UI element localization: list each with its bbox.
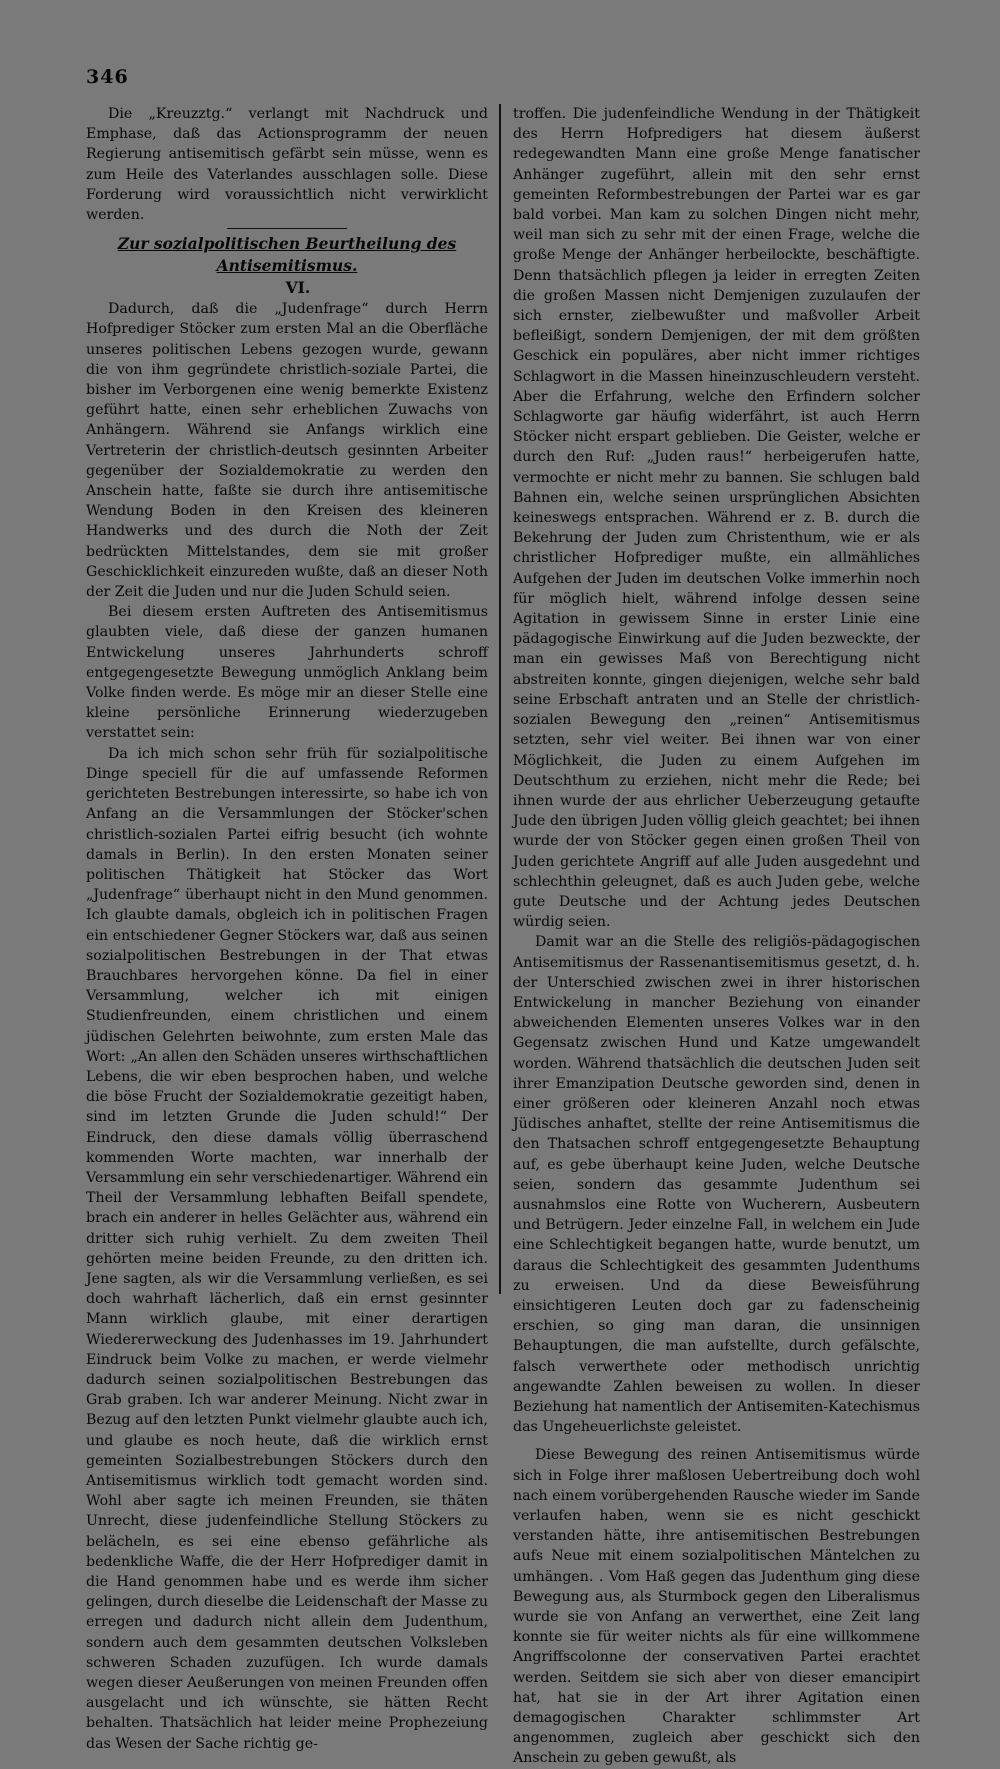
column-divider	[499, 104, 501, 1294]
left-column	[86, 104, 488, 1752]
section-divider	[227, 228, 347, 229]
paragraph: troffen. Die judenfeindliche Wendung in der Thätigkeit des Herrn Hofpredigers hat diesem äußerst redegewandten Mann eine große Menge fanatischer Anhänger zugeführt, allein mit den sehr ernst gemeinten Reformbestrebungen der Partei war es gar bald vorbei. Man kam zu solchen Dingen nicht mehr, weil man sich zu sehr mit der einen Frage, welche die große Menge der Anhänger herbeilockte, beschäftigte. Denn thatsächlich pflegen ja leider in erregten Zeiten die großen Massen nicht Demjenigen zuzulaufen der sich ernster, zielbewußter und maßvoller Arbeit befleißigt, sondern Demjenigen, der mit dem größten Geschick ein populäres, aber nicht immer richtiges Schlagwort in die Massen hineinzuschleudern versteht. Aber die Erfahrung, welche den Erfindern solcher Schlagworte gar häufig widerfährt, ist auch Herrn Stöcker nicht erspart geblieben. Die Geister, welche er durch den Ruf: „Juden raus!“ herbeigerufen hatte, vermochte er nicht mehr zu bannen. Sie schlugen bald Bahnen ein, welche seinen ursprünglichen Absichten keineswegs entsprachen. Während er z. B. durch die Bekehrung der Juden zum Christenthum, wie er als christlicher Hofprediger mußte, ein allmähliches Aufgehen der Juden im deutschen Volke immerhin noch für möglich hielt, während infolge dessen seine Agitation in gewissem Sinne in erster Linie eine pädagogische Einwirkung auf die Juden bezweckte, der man ein gewisses Maß von Berechtigung nicht abstreiten konnte, gingen diejenigen, welche sehr bald seine Erbschaft antraten und an Stelle der christlich-sozialen Bewegung den „reinen“ Antisemitismus setzten, sehr viel weiter. Bei ihnen war von einer Möglichkeit, die Juden zu einem Aufgehen im Deutschthum zu erziehen, nicht mehr die Rede; bei ihnen wurde der aus ehrlicher Ueberzeugung getaufte Jude den übrigen Juden völlig gleich geachtet; bei ihnen wurde der von Stöcker gegen einen großen Theil von Juden gerichtete Angriff auf alle Juden ausgedehnt und schlechthin geleugnet, daß es auch Juden gebe, welche gute Deutsche und der Achtung jedes Deutschen würdig seien.	[513, 106, 920, 931]
paragraph: Dadurch, daß die „Judenfrage“ durch Herrn Hofprediger Stöcker zum ersten Mal an die Oberfläche unseres politischen Lebens gezogen wurde, gewann die von ihm gegründete christlich-soziale Partei, die bisher im Verborgenen eine wenig bemerkte Existenz geführt hatte, einen sehr erheblichen Zuwachs von Anhängern. Während sie Anfangs wirklich eine Vertreterin der christlich-deutsch gesinnten Arbeiter gegenüber der Sozialdemokratie zu werden den Anschein hatte, faßte sie durch ihre antisemitische Wendung Boden in den Kreisen des kleineren Handwerks und des durch die Noth der Zeit bedrückten Mittelstandes, dem sie mit großer Geschicklichkeit einzureden wußte, daß an dieser Noth der Zeit die Juden und nur die Juden Schuld seien.	[86, 301, 488, 601]
paragraph: Bei diesem ersten Auftreten des Antisemitismus glaubten viele, daß diese der ganzen humanen Entwickelung unseres Jahrhunderts schroff entgegengesetzte Bewegung unmöglich Anklang beim Volke finden werde. Es möge mir an dieser Stelle eine kleine persönliche Erinnerung wiederzugeben verstattet sein:	[86, 604, 488, 742]
page-number: 346	[86, 66, 129, 88]
paragraph-gap	[513, 1437, 920, 1445]
paragraph: Da ich mich schon sehr früh für sozialpolitische Dinge speciell für die auf umfassende Reformen gerichteten Bestrebungen interessirte, so habe ich von Anfang an die Versammlungen der Stöcker'schen christlich-sozialen Partei eifrig besucht (ich wohnte damals in Berlin). In den ersten Monaten seiner politischen Thätigkeit hat Stöcker das Wort „Judenfrage“ überhaupt nicht in den Mund genommen. Ich glaubte damals, obgleich ich in politischen Fragen ein entschiedener Gegner Stöckers war, daß aus seinen sozialpolitischen Bestrebungen in der That etwas Brauchbares hervorgehen könne. Da fiel in einer Versammlung, welcher ich mit einigen Studienfreunden, einem christlichen und einem jüdischen Gelehrten beiwohnte, zum ersten Male das Wort: „An allen den Schäden unseres wirthschaftlichen Lebens, die wir eben besprochen haben, und welche die böse Frucht der Sozialdemokratie gezeitigt haben, sind im letzten Grunde die Juden schuld!“ Der Eindruck, den diese damals völlig überraschend kommenden Worte machten, war innerhalb der Versammlung ein sehr verschiedenartiger. Während ein Theil der Versammlung lebhaften Beifall spendete, brach ein anderer in helles Gelächter aus, während ein dritter sich ruhig verhielt. Zu dem zweiten Theil gehörten meine beiden Freunde, zu den dritten ich. Jene sagten, als wir die Versammlung verließen, es sei doch wahrhaft lächerlich, daß ein ernst gesinnter Mann wirklich glaube, mit einer derartigen Wiedererweckung des Judenhasses im 19. Jahrhundert Eindruck beim Volke zu machen, er werde vielmehr dadurch seinen sozialpolitischen Bestrebungen das Grab graben. Ich war anderer Meinung. Nicht zwar in Bezug auf den letzten Punkt vielmehr glaubte auch ich, und glaube es noch heute, daß die wirklich ernst gemeinten Sozialbestrebungen Stöckers durch den Antisemitismus wirklich todt gemacht worden sind. Wohl aber sagte ich meinen Freunden, sie thäten Unrecht, diese judenfeindliche Stellung Stöckers zu belächeln, es sei eine ebenso gefährliche als bedenkliche Waffe, die der Herr Hofprediger damit in die Hand genommen habe und es werde ihm sicher gelingen, durch dieselbe die Leidenschaft der Masse zu erregen und dadurch nicht allein dem Judenthum, sondern auch dem gesammten deutschen Volksleben schweren Schaden zuzufügen. Ich wurde damals wegen dieser Aeußerungen von meinen Freunden offen ausgelacht und ich wünschte, sie hätten Recht behalten. Thatsächlich hat leider meine Prophezeiung das Wesen der Sache richtig ge-	[86, 745, 488, 1752]
intro-paragraph: Die „Kreuzztg.“ verlangt mit Nachdruck und Emphase, daß das Actionsprogramm der neuen Regierung antisemitisch gefärbt sein müsse, wenn es zum Heile des Vaterlandes ausschlagen solle. Diese Forderung wird voraussichtlich nicht verwirklicht werden.	[86, 106, 488, 224]
article-part: VI.	[285, 278, 311, 298]
right-column	[513, 104, 920, 1767]
paragraph: Damit war an die Stelle des religiös-pädagogischen Antisemitismus der Rassenantisemitismus gesetzt, d. h. der Unterschied zwischen zwei in ihrer historischen Entwickelung in mancher Beziehung von einander abweichenden Elementen unseres Volkes war in den Gegensatz zwischen Hund und Katze umgewandelt worden. Während thatsächlich die deutschen Juden seit ihrer Emanzipation Deutsche geworden sind, denen in einer größeren oder kleineren Anzahl noch etwas Jüdisches anhaftet, stellte der reine Antisemitismus die den Thatsachen schroff entgegengesetzte Behauptung auf, es gebe überhaupt keine Juden, welche Deutsche seien, sondern das gesammte Judenthum sei ausnahmslos eine Rotte von Wucherern, Ausbeutern und Betrügern. Jeder einzelne Fall, in welchem ein Jude eine Schlechtigkeit begangen hatte, wurde benutzt, um daraus die Schlechtigkeit des gesammten Judenthums zu erweisen. Und da diese Beweisführung einsichtigeren Leuten doch gar zu fadenscheinig erschien, so ging man daran, die unsinnigen Behauptungen, die man aufstellte, durch gefälschte, falsch verwerthete oder methodisch unrichtig angewandte Zahlen beweisen zu wollen. In dieser Beziehung hat namentlich der Antisemiten-Katechismus das Ungeheuerlichste geleistet.	[513, 934, 920, 1436]
paragraph: Diese Bewegung des reinen Antisemitismus würde sich in Folge ihrer maßlosen Uebertreibung doch wohl nach einem vorübergehenden Rausche wieder im Sande verlaufen haben, wenn sie es nicht geschickt verstanden hätte, ihre antisemitischen Bestrebungen aufs Neue mit einem sozialpolitischen Mäntelchen zu umhängen. . Vom Haß gegen das Judenthum ging diese Bewegung aus, als Sturmbock gegen den Liberalismus wurde sie von Anfang an verwerthet, eine Zeit lang konnte sie für weiter nichts als für eine willkommene Angriffscolonne der conservativen Partei erachtet werden. Seitdem sie sich aber von dieser emancipirt hat, hat sie in der Art ihrer Agitation einen demagogischen Charakter schlimmster Art angenommen, zugleich aber geschickt sich den Anschein zu geben gewußt, als	[513, 1447, 920, 1767]
article-title: Zur sozialpolitischen Beurtheilung des Antisemitismus.	[117, 234, 457, 276]
